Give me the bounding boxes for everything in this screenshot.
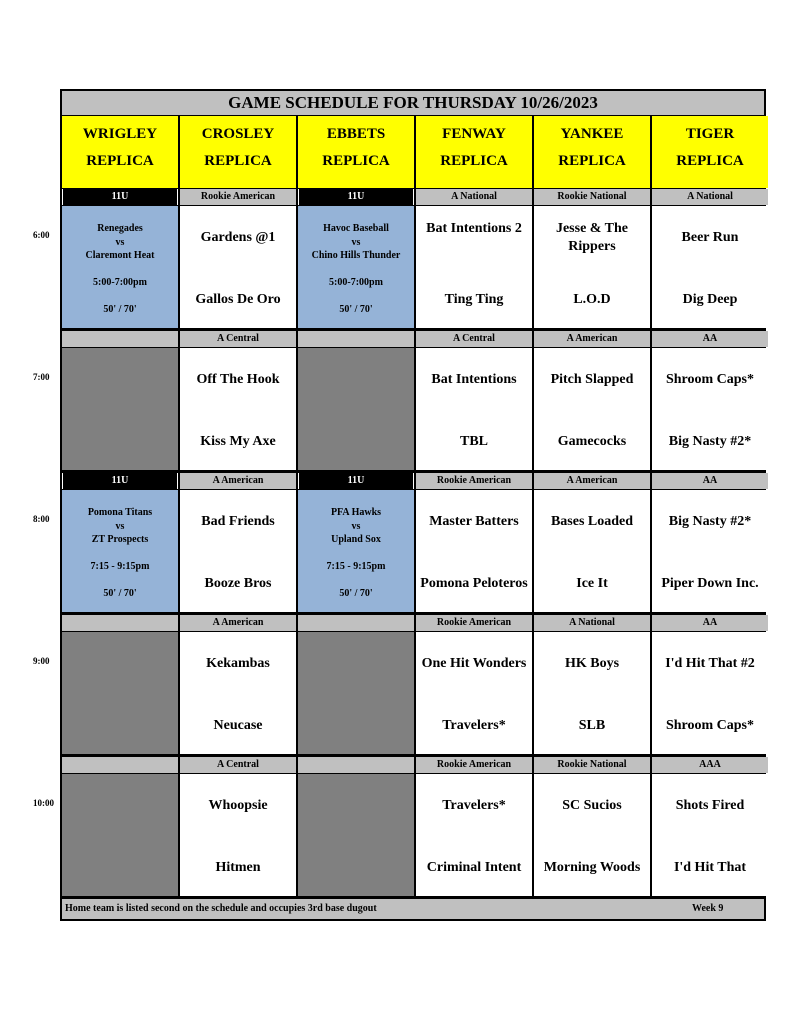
field-header xyxy=(652,116,768,188)
empty-slot xyxy=(62,774,178,896)
game-cell xyxy=(416,206,532,328)
home-team: I'd Hit That xyxy=(673,860,747,875)
game-cell xyxy=(180,348,296,470)
youth-game-line: Claremont Heat xyxy=(85,250,155,261)
home-team: Hitmen xyxy=(215,860,261,875)
empty-slot xyxy=(62,348,178,470)
home-team: Morning Woods xyxy=(543,860,641,875)
away-team: One Hit Wonders xyxy=(421,656,527,671)
division-label: A American xyxy=(534,473,650,489)
youth-game-line: 7:15 - 9:15pm xyxy=(326,561,386,572)
home-team: Piper Down Inc. xyxy=(661,576,759,591)
youth-game-cell xyxy=(298,490,414,612)
game-cell xyxy=(652,490,768,612)
time-label: 8:00 xyxy=(33,514,50,524)
field-header xyxy=(62,116,178,188)
away-team: Bad Friends xyxy=(201,514,275,529)
division-label: AA xyxy=(652,473,768,489)
division-label: A Central xyxy=(180,757,296,773)
division-label: Rookie National xyxy=(534,189,650,205)
field-subname: REPLICA xyxy=(204,153,272,169)
field-subname: REPLICA xyxy=(676,153,744,169)
away-team: Gardens @1 xyxy=(200,230,276,245)
game-cell xyxy=(534,206,650,328)
home-team: Neucase xyxy=(213,718,263,733)
division-label: Rookie American xyxy=(416,615,532,631)
away-team: Off The Hook xyxy=(196,372,280,387)
division-label: A National xyxy=(534,615,650,631)
away-team: Kekambas xyxy=(206,656,270,671)
youth-game-line: 50' / 70' xyxy=(103,588,137,599)
away-team: HK Boys xyxy=(564,656,620,671)
division-label xyxy=(62,615,178,631)
division-label xyxy=(298,331,414,347)
game-cell xyxy=(652,774,768,896)
youth-game-line: 7:15 - 9:15pm xyxy=(90,561,150,572)
youth-game-line: ZT Prospects xyxy=(91,534,149,545)
field-header xyxy=(416,116,532,188)
division-label: 11U xyxy=(62,189,178,205)
division-label: Rookie American xyxy=(416,757,532,773)
youth-game-line: vs xyxy=(115,521,125,532)
field-subname: REPLICA xyxy=(558,153,626,169)
away-team: Pitch Slapped xyxy=(550,372,634,387)
game-cell xyxy=(180,632,296,754)
division-label: A Central xyxy=(416,331,532,347)
time-label: 10:00 xyxy=(33,798,54,808)
youth-game-line: vs xyxy=(115,237,125,248)
away-team: Bat Intentions xyxy=(431,372,517,387)
field-header xyxy=(298,116,414,188)
division-label: A National xyxy=(652,189,768,205)
away-team: Bases Loaded xyxy=(550,514,634,529)
away-team: Whoopsie xyxy=(208,798,268,813)
field-name: EBBETS xyxy=(326,126,386,142)
home-team: Gamecocks xyxy=(557,434,627,449)
field-subname: REPLICA xyxy=(440,153,508,169)
home-team: Gallos De Oro xyxy=(195,292,281,307)
empty-slot xyxy=(298,632,414,754)
youth-game-line: Pomona Titans xyxy=(87,507,153,518)
division-label xyxy=(298,615,414,631)
division-label: Rookie American xyxy=(416,473,532,489)
youth-game-cell xyxy=(62,490,178,612)
away-team: Shroom Caps* xyxy=(665,372,755,387)
week-label: Week 9 xyxy=(692,903,724,914)
division-label: AA xyxy=(652,615,768,631)
youth-game-cell xyxy=(62,206,178,328)
time-column xyxy=(0,0,58,1024)
home-team: Ting Ting xyxy=(444,292,504,307)
division-label: A American xyxy=(180,615,296,631)
division-label: A Central xyxy=(180,331,296,347)
game-cell xyxy=(416,632,532,754)
away-team: Big Nasty #2* xyxy=(668,514,752,529)
game-cell xyxy=(652,206,768,328)
game-cell xyxy=(416,490,532,612)
game-cell xyxy=(652,348,768,470)
empty-slot xyxy=(62,632,178,754)
home-team: SLB xyxy=(578,718,606,733)
home-team: Booze Bros xyxy=(204,576,272,591)
youth-game-line: PFA Hawks xyxy=(330,507,382,518)
field-subname: REPLICA xyxy=(322,153,390,169)
youth-game-line: 5:00-7:00pm xyxy=(329,277,383,288)
division-label: A National xyxy=(416,189,532,205)
away-team: I'd Hit That #2 xyxy=(665,656,755,671)
home-team: Travelers* xyxy=(442,718,506,733)
youth-game-line: vs xyxy=(351,521,361,532)
home-team: Shroom Caps* xyxy=(665,718,755,733)
game-cell xyxy=(534,348,650,470)
youth-game-line: 50' / 70' xyxy=(339,304,373,315)
away-team: Master Batters xyxy=(429,514,519,529)
division-label xyxy=(298,757,414,773)
division-label: Rookie American xyxy=(180,189,296,205)
time-label: 6:00 xyxy=(33,230,50,240)
division-label: A American xyxy=(180,473,296,489)
division-label: 11U xyxy=(298,473,414,489)
division-label xyxy=(62,757,178,773)
game-cell xyxy=(534,774,650,896)
home-team: Pomona Peloteros xyxy=(420,576,528,591)
game-cell xyxy=(534,632,650,754)
away-team: Bat Intentions 2 xyxy=(426,221,522,236)
home-team: Kiss My Axe xyxy=(200,434,276,449)
schedule-footer xyxy=(62,899,764,919)
game-cell xyxy=(416,348,532,470)
youth-game-line: 50' / 70' xyxy=(103,304,137,315)
away-team: Jesse & The Rippers xyxy=(555,221,629,254)
division-label xyxy=(62,331,178,347)
youth-game-line: 50' / 70' xyxy=(339,588,373,599)
schedule-table xyxy=(60,89,766,921)
division-label: AAA xyxy=(652,757,768,773)
away-team: Beer Run xyxy=(681,230,739,245)
empty-slot xyxy=(298,348,414,470)
time-label: 7:00 xyxy=(33,372,50,382)
field-name: YANKEE xyxy=(560,126,624,142)
empty-slot xyxy=(298,774,414,896)
youth-game-cell xyxy=(298,206,414,328)
youth-game-line: vs xyxy=(351,237,361,248)
field-name: TIGER xyxy=(685,126,735,142)
game-cell xyxy=(180,206,296,328)
field-name: FENWAY xyxy=(442,126,506,142)
game-cell xyxy=(534,490,650,612)
youth-game-line: Upland Sox xyxy=(331,534,381,545)
game-cell xyxy=(652,632,768,754)
youth-game-line: Chino Hills Thunder xyxy=(311,250,401,261)
schedule-title: GAME SCHEDULE FOR THURSDAY 10/26/2023 xyxy=(62,91,764,115)
home-team: Ice It xyxy=(576,576,608,591)
home-team: Big Nasty #2* xyxy=(668,434,752,449)
away-team: SC Sucios xyxy=(562,798,622,813)
home-team: L.O.D xyxy=(573,292,611,307)
footer-note: Home team is listed second on the schedule and occupies 3rd base dugout xyxy=(65,903,377,914)
game-cell xyxy=(416,774,532,896)
field-subname: REPLICA xyxy=(86,153,154,169)
youth-game-line: Havoc Baseball xyxy=(323,223,389,234)
home-team: TBL xyxy=(459,434,488,449)
game-cell xyxy=(180,490,296,612)
away-team: Shots Fired xyxy=(675,798,745,813)
home-team: Dig Deep xyxy=(682,292,738,307)
division-label: 11U xyxy=(298,189,414,205)
field-name: WRIGLEY xyxy=(82,126,158,142)
field-name: CROSLEY xyxy=(201,126,275,142)
division-label: 11U xyxy=(62,473,178,489)
field-header xyxy=(180,116,296,188)
youth-game-line: 5:00-7:00pm xyxy=(93,277,147,288)
division-label: AA xyxy=(652,331,768,347)
field-header xyxy=(534,116,650,188)
game-cell xyxy=(180,774,296,896)
division-label: A American xyxy=(534,331,650,347)
division-label: Rookie National xyxy=(534,757,650,773)
away-team: Travelers* xyxy=(442,798,506,813)
time-label: 9:00 xyxy=(33,656,50,666)
youth-game-line: Renegades xyxy=(97,223,143,234)
home-team: Criminal Intent xyxy=(426,860,522,875)
